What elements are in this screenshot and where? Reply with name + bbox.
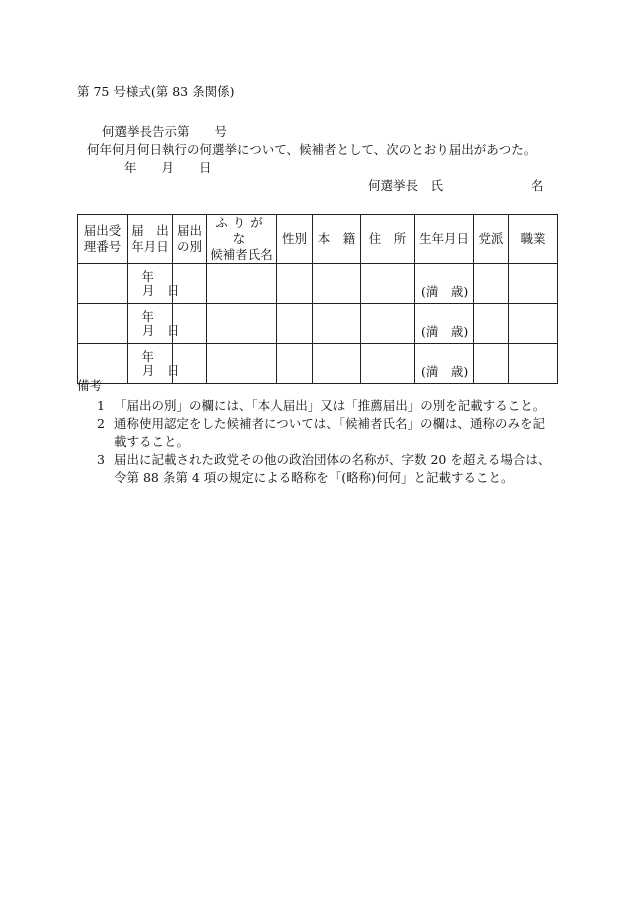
- cell-occupation: [509, 264, 558, 304]
- cell-filing-date: 年 月 日: [128, 264, 173, 304]
- notice-heading: 何選挙長告示第 号: [102, 124, 228, 139]
- cell-candidate-name: [207, 264, 277, 304]
- table-header-row: [78, 215, 558, 264]
- cell-address: [361, 304, 415, 344]
- remark-item: 3 届出に記載された政党その他の政治団体の名称が、字数 20 を超える場合は、令第 88 条第 4 項の規定による略称を「(略称)何何」と記載すること。: [97, 452, 551, 485]
- cell-occupation: [509, 304, 558, 344]
- header-party: 党派: [474, 215, 509, 264]
- cell-receipt-number: [78, 264, 128, 304]
- notice-body: 何年何月何日執行の何選挙について、候補者として、次のとおり届出があつた。: [87, 142, 537, 157]
- cell-address: [361, 264, 415, 304]
- cell-birthdate: (満 歳): [415, 264, 474, 304]
- header-receipt-number: 届出受 理番号: [78, 215, 128, 264]
- remark-item: 2 通称使用認定をした候補者については、「候補者氏名」の欄は、通称のみを記載すること。: [97, 416, 546, 449]
- header-birthdate: 生年月日: [415, 215, 474, 264]
- table-row: [78, 304, 558, 344]
- form-title: 第 75 号様式(第 83 条関係): [77, 84, 235, 99]
- cell-domicile: [313, 264, 361, 304]
- cell-candidate-name: [207, 304, 277, 344]
- header-filing-type: 届出 の別: [173, 215, 207, 264]
- header-occupation: 職業: [509, 215, 558, 264]
- cell-birthdate: (満 歳): [415, 304, 474, 344]
- remarks-title: 備考: [77, 378, 103, 393]
- header-domicile: 本 籍: [313, 215, 361, 264]
- cell-party: [474, 304, 509, 344]
- cell-gender: [277, 304, 313, 344]
- cell-birthdate: (満 歳): [415, 344, 474, 384]
- signer-title: 何選挙長 氏: [368, 178, 444, 193]
- remark-item: 1 「届出の別」の欄には、「本人届出」又は「推薦届出」の別を記載すること。: [97, 398, 546, 413]
- cell-party: [474, 264, 509, 304]
- cell-domicile: [313, 304, 361, 344]
- cell-filing-date: 年 月 日: [128, 304, 173, 344]
- cell-filing-date: 年 月 日: [128, 344, 173, 384]
- cell-receipt-number: [78, 304, 128, 344]
- candidate-table: [77, 214, 558, 384]
- table-row: [78, 264, 558, 304]
- header-candidate-name: ふりがな 候補者氏名: [207, 215, 277, 264]
- header-address: 住 所: [361, 215, 415, 264]
- remarks-section: [77, 377, 557, 487]
- signer-name-suffix: 名: [531, 178, 544, 193]
- header-gender: 性別: [277, 215, 313, 264]
- date-line: 年 月 日: [124, 160, 212, 175]
- cell-gender: [277, 264, 313, 304]
- header-filing-date: 届 出 年月日: [128, 215, 173, 264]
